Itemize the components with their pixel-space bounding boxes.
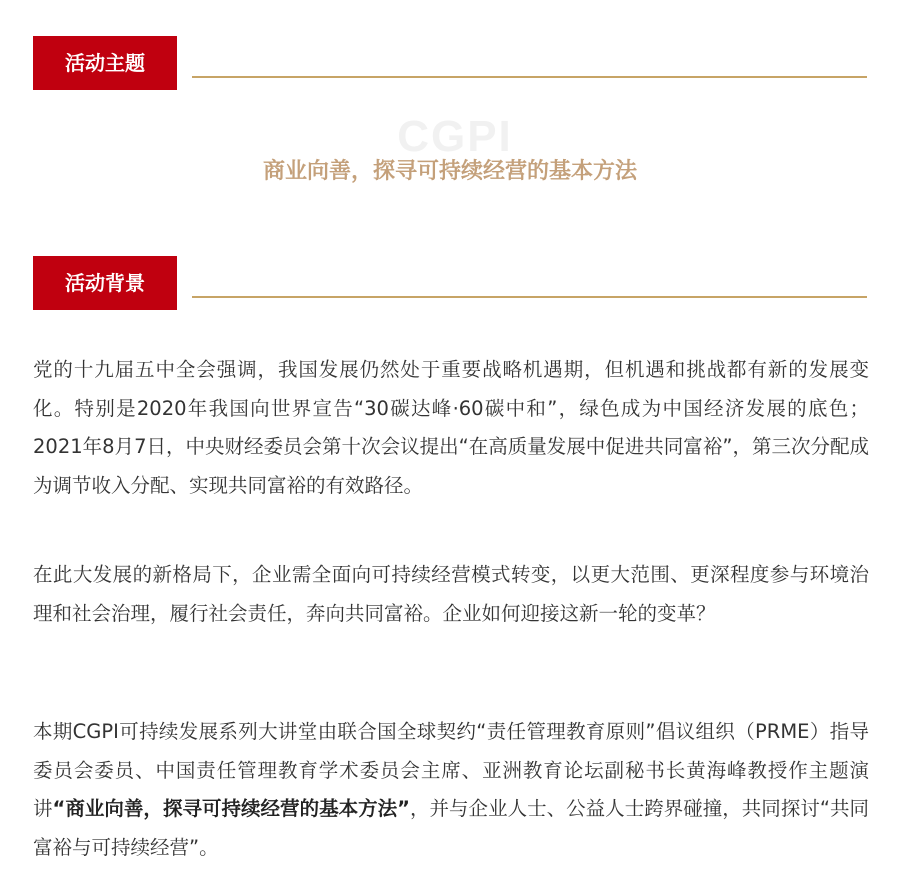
background-paragraph-1: 党的十九届五中全会强调，我国发展仍然处于重要战略机遇期，但机遇和挑战都有新的发展变化。特别是2020年我国向世界宣告“30碳达峰·60碳中和”，绿色成为中国经济发展的底色；2021年8月7日，中央财经委员会第十次会议提出“在高质量发展中促进共同富裕”，第三次分配成为调节收入分配、实现共同富裕的有效路径。 [33, 358, 869, 497]
section-header-background [33, 256, 867, 310]
section-header-theme [33, 36, 867, 90]
background-paragraph-3 [33, 713, 869, 867]
paragraph-text: ，并与企业人士、公益人士跨界碰撞，共同探讨“共同富裕与可持续经营”。 [33, 797, 869, 859]
section-tag-theme: 活动主题 [33, 36, 177, 90]
lecture-title-emphasis: “商业向善，探寻可持续经营的基本方法” [52, 797, 410, 820]
section-divider [192, 76, 867, 78]
section-divider [192, 296, 867, 298]
theme-title: 商业向善，探寻可持续经营的基本方法 [262, 159, 637, 184]
watermark-logo: CGPI [397, 112, 513, 161]
paragraph-text: 本期CGPI可持续发展系列大讲堂由联合国全球契约“责任管理教育原则”倡议组织（PRME）指导委员会委员、中国责任管理教育学术委员会主席、亚洲教育论坛副秘书长黄海峰教授作主题演讲 [33, 720, 869, 820]
background-paragraph-2: 在此大发展的新格局下，企业需全面向可持续经营模式转变，以更大范围、更深程度参与环境治理和社会治理，履行社会责任，奔向共同富裕。企业如何迎接这新一轮的变革？ [33, 563, 869, 625]
section-tag-background: 活动背景 [33, 256, 177, 310]
